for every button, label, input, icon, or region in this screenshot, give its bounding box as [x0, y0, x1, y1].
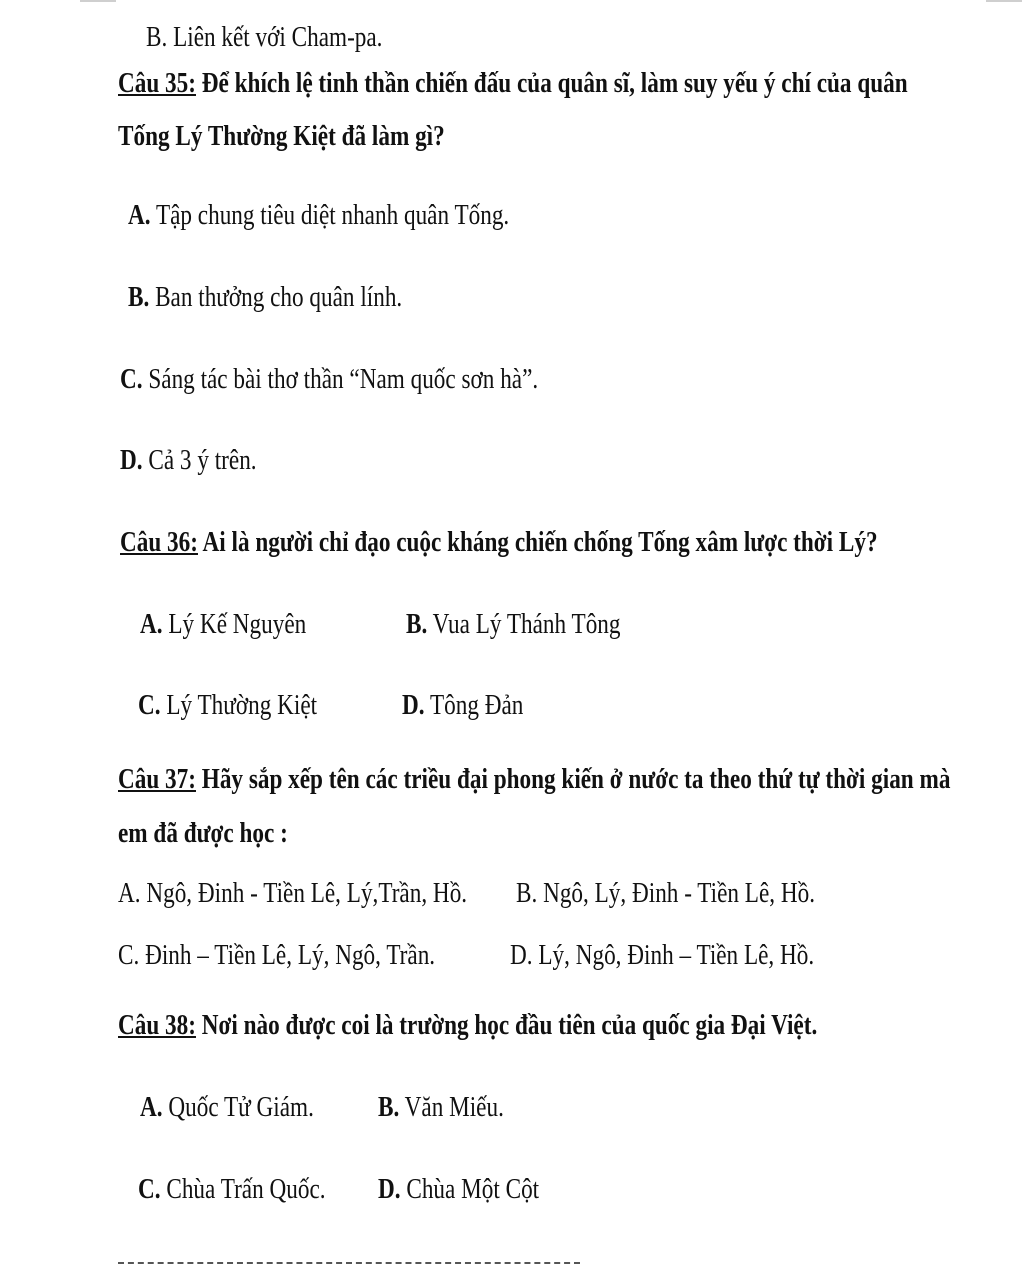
- question-36-stem: [120, 525, 878, 559]
- question-37-option-d: D. Lý, Ngô, Đinh – Tiền Lê, Hồ.: [510, 939, 815, 971]
- question-38-number: Câu 38:: [118, 1009, 196, 1041]
- question-35-stem: [118, 66, 908, 100]
- question-38-option-b: [378, 1090, 504, 1124]
- question-36-stem-text: Ai là người chỉ đạo cuộc kháng chiến chống Tống xâm lược thời Lý?: [197, 526, 878, 558]
- question-38-option-c: [138, 1172, 326, 1206]
- option-text: Lý Thường Kiệt: [160, 689, 318, 721]
- question-35-number: Câu 35:: [118, 67, 196, 99]
- question-36-number: Câu 36:: [120, 526, 198, 558]
- dashed-separator: [118, 1262, 580, 1264]
- option-key: A.: [128, 199, 151, 231]
- previous-option-b: B. Liên kết với Cham-pa.: [146, 21, 383, 53]
- question-36-option-c: [138, 688, 317, 722]
- question-37-option-c: C. Đinh – Tiền Lê, Lý, Ngô, Trần.: [118, 939, 436, 971]
- question-35-stem-text: Để khích lệ tinh thần chiến đấu của quân sĩ, làm suy yếu ý chí của quân: [195, 67, 908, 99]
- option-key: C.: [138, 1173, 161, 1205]
- option-key: C.: [120, 363, 143, 395]
- option-key: B.: [128, 281, 150, 313]
- question-38-option-a: [140, 1090, 314, 1124]
- question-36-option-b: [406, 607, 620, 641]
- question-35-option-a: [128, 198, 509, 232]
- question-36-option-d: [402, 688, 523, 722]
- option-text: Tập chung tiêu diệt nhanh quân Tống.: [150, 199, 510, 231]
- question-37-option-a: A. Ngô, Đinh - Tiền Lê, Lý,Trần, Hồ.: [118, 877, 468, 909]
- page-corner-mark-right: [986, 0, 1022, 2]
- option-key: A.: [140, 1091, 163, 1123]
- question-35-option-d: [120, 443, 257, 477]
- option-text: Cả 3 ý trên.: [142, 444, 257, 476]
- question-37-stem-line2: em đã được học :: [118, 817, 288, 849]
- question-35-stem-line2: Tống Lý Thường Kiệt đã làm gì?: [118, 120, 445, 152]
- question-38-stem: [118, 1008, 817, 1042]
- option-text: Văn Miếu.: [399, 1091, 504, 1123]
- question-38-option-d: [378, 1172, 539, 1206]
- option-text: Lý Kế Nguyên: [162, 608, 307, 640]
- question-37-stem-text: Hãy sắp xếp tên các triều đại phong kiến ở nước ta theo thứ tự thời gian mà: [195, 763, 951, 795]
- option-text: Chùa Một Cột: [400, 1173, 540, 1205]
- option-key: A.: [140, 608, 163, 640]
- option-text: Chùa Trấn Quốc.: [160, 1173, 326, 1205]
- question-38-stem-text: Nơi nào được coi là trường học đầu tiên của quốc gia Đại Việt.: [195, 1009, 818, 1041]
- option-text: Vua Lý Thánh Tông: [427, 608, 621, 640]
- option-key: D.: [378, 1173, 401, 1205]
- option-text: Sáng tác bài thơ thần “Nam quốc sơn hà”.: [142, 363, 539, 395]
- question-37-option-b: B. Ngô, Lý, Đinh - Tiền Lê, Hồ.: [516, 877, 816, 909]
- option-key: C.: [138, 689, 161, 721]
- page-corner-mark-left: [80, 0, 116, 2]
- option-text: Ban thưởng cho quân lính.: [149, 281, 403, 313]
- option-key: B.: [378, 1091, 400, 1123]
- question-35-option-b: [128, 280, 402, 314]
- question-36-option-a: [140, 607, 306, 641]
- option-key: B.: [406, 608, 428, 640]
- question-37-number: Câu 37:: [118, 763, 196, 795]
- question-37-stem: [118, 762, 950, 796]
- option-text: Quốc Tử Giám.: [162, 1091, 314, 1123]
- option-key: D.: [120, 444, 143, 476]
- question-35-option-c: [120, 362, 538, 396]
- option-text: Tông Đản: [424, 689, 524, 721]
- option-key: D.: [402, 689, 425, 721]
